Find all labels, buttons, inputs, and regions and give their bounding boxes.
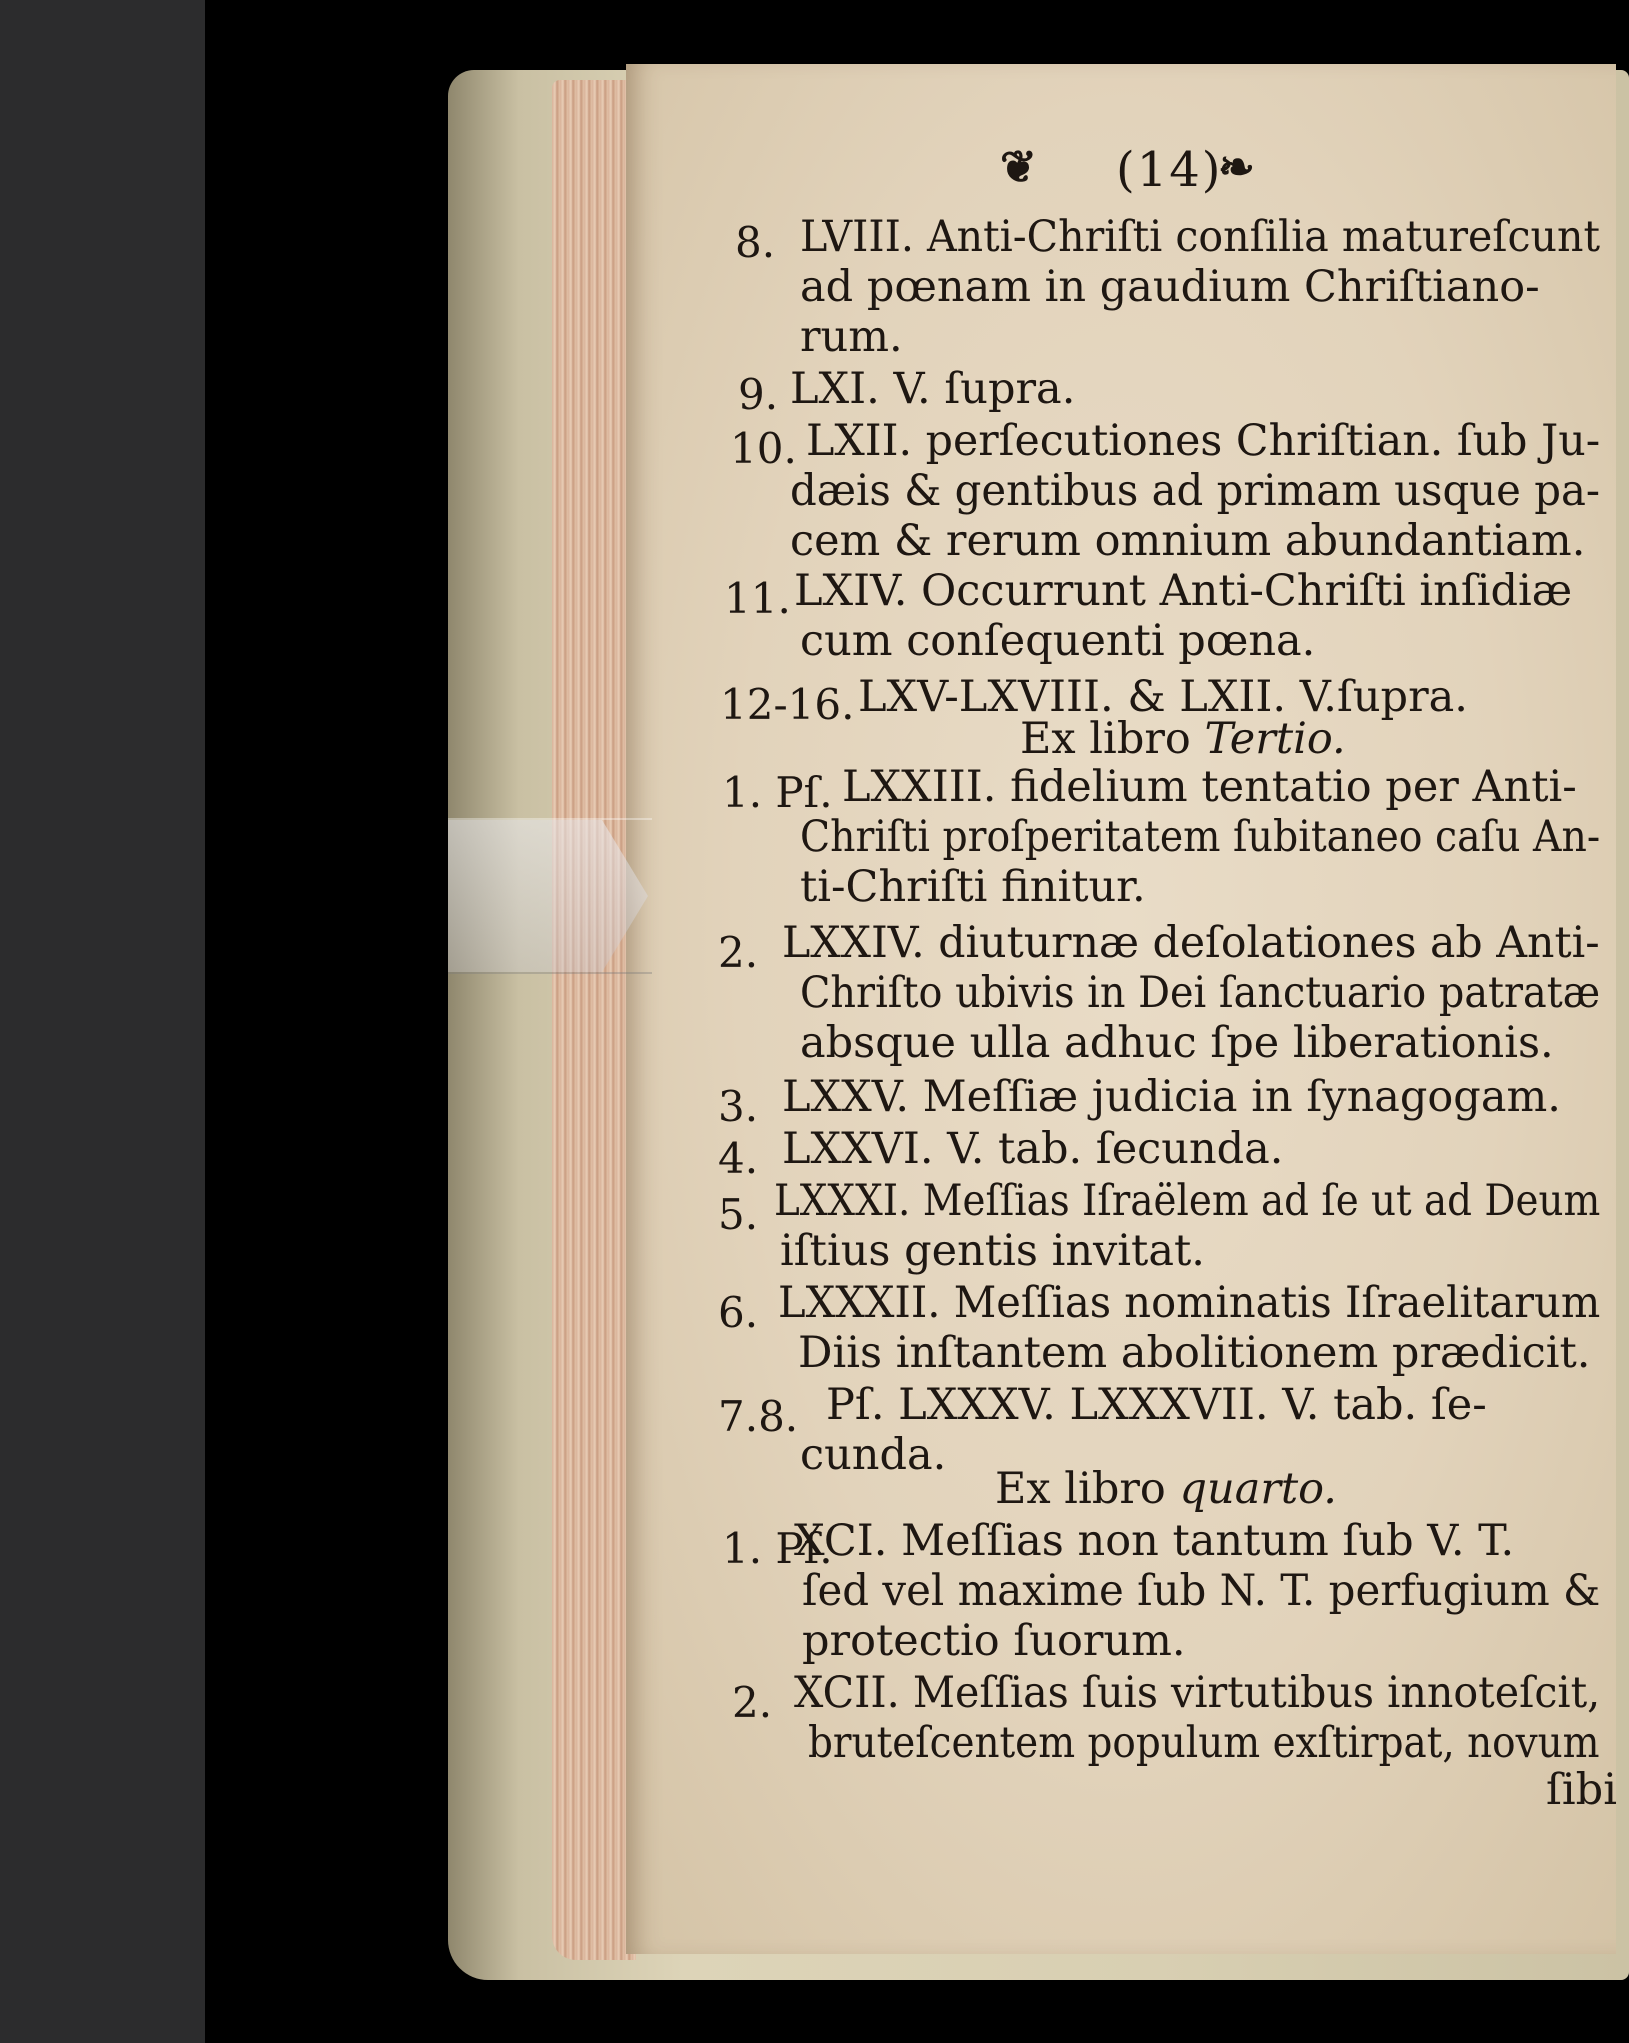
section-heading [995, 1464, 1337, 1514]
entry-line: LVIII. Anti-Chriſti conſilia matureſcunt [800, 212, 1601, 262]
entry-number: 12-16. [720, 680, 855, 729]
entry-line: protectio ſuorum. [802, 1616, 1186, 1666]
entry-number: 1. Pſ. [722, 768, 833, 817]
entry-line: ti-Chriſti finitur. [800, 862, 1146, 912]
entry-line: LXII. perſecutiones Chriſtian. ſub Ju- [806, 416, 1601, 466]
entry-number: 9. [738, 370, 779, 419]
entry-line: LXXIV. diuturnæ deſolationes ab Anti- [782, 918, 1600, 968]
entry-line: LXXVI. V. tab. ſecunda. [782, 1124, 1284, 1174]
entry-line: ſed vel maxime ſub N. T. perfugium & [802, 1566, 1601, 1616]
entry-number: 11. [724, 574, 791, 623]
right-ornament-icon: ❧ [1218, 142, 1257, 193]
entry-line: LXXXII. Meſſias nominatis Iſraelitarum [778, 1278, 1601, 1328]
entry-line: dæis & gentibus ad primam usque pa- [790, 466, 1601, 516]
entry-number: 2. [732, 1678, 773, 1727]
entry-line: bruteſcentem populum exſtirpat, novum [808, 1718, 1600, 1768]
dark-background-strip [0, 0, 205, 2043]
entry-line: LXIV. Occurrunt Anti-Chriſti inſidiæ [794, 566, 1573, 616]
entry-number: 10. [730, 424, 797, 473]
entry-number: 7.8. [718, 1392, 799, 1441]
section-prefix: Ex libro [1020, 714, 1191, 764]
bookmark-clip-edge [448, 818, 652, 974]
section-heading [1020, 714, 1346, 764]
entry-number: 3. [718, 1082, 759, 1131]
entry-line: LXXV. Meſſiæ judicia in ſynagogam. [782, 1072, 1561, 1122]
entry-line: cem & rerum omnium abundantiam. [790, 516, 1586, 566]
entry-line: cum conſequenti pœna. [800, 616, 1316, 666]
entry-line: iſtius gentis invitat. [780, 1226, 1205, 1276]
entry-line: XCI. Meſſias non tantum ſub V. T. [794, 1516, 1515, 1566]
entry-number: 1. Pſ. [722, 1524, 833, 1573]
entry-line: XCII. Meſſias ſuis virtutibus innoteſcit, [794, 1668, 1601, 1718]
section-prefix: Ex libro [995, 1464, 1166, 1514]
entry-number: 4. [718, 1134, 759, 1183]
catchword: ſibi [1546, 1765, 1617, 1815]
entry-line: LXXXI. Meſſias Iſraëlem ad ſe ut ad Deum [774, 1176, 1601, 1226]
entry-line: Chriſto ubivis in Dei ſanctuario patratæ [800, 968, 1601, 1018]
section-title: quarto. [1179, 1464, 1337, 1514]
entry-line: Chriſti proſperitatem ſubitaneo caſu An- [800, 812, 1601, 862]
entry-number: 8. [735, 218, 776, 267]
entry-line: Diis inſtantem abolitionem prædicit. [798, 1328, 1591, 1378]
page-edges [552, 80, 636, 1960]
entry-line: absque ulla adhuc ſpe liberationis. [800, 1018, 1554, 1068]
entry-number: 5. [718, 1190, 759, 1239]
section-title: Tertio. [1204, 714, 1346, 764]
entry-line: LXXIII. fidelium tentatio per Anti- [842, 762, 1577, 812]
page-number: (14) [1116, 142, 1223, 198]
entry-number: 6. [718, 1288, 759, 1337]
entry-line: LXI. V. ſupra. [790, 364, 1076, 414]
entry-line: LXV-LXVIII. & LXII. V.ſupra. [858, 672, 1468, 722]
entry-line: ad pœnam in gaudium Chriſtiano- [800, 262, 1540, 312]
entry-line: cunda. [800, 1430, 947, 1480]
entry-line: Pſ. LXXXV. LXXXVII. V. tab. ſe- [826, 1380, 1487, 1430]
entry-line: rum. [800, 312, 903, 362]
left-ornament-icon: ❦ [1000, 142, 1039, 193]
entry-number: 2. [718, 928, 759, 977]
